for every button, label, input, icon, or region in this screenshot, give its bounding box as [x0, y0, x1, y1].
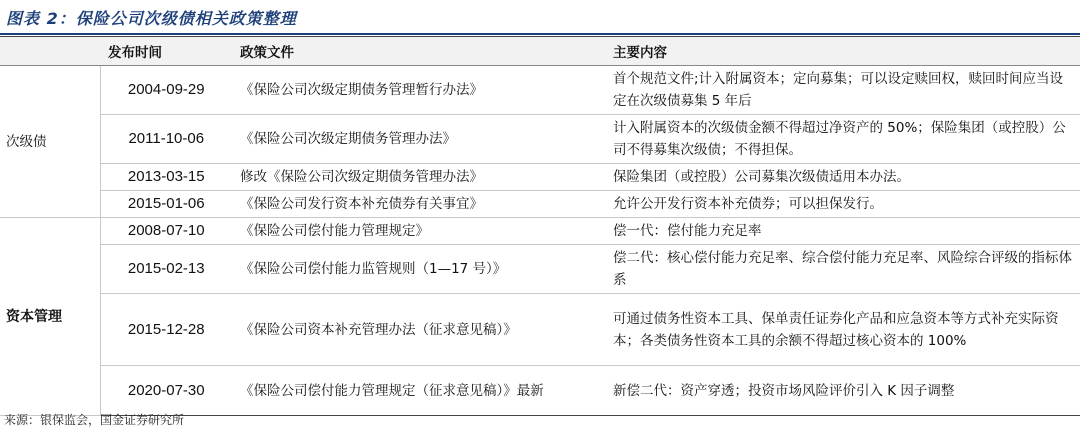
row-doc: 《保险公司次级定期债务管理暂行办法》 — [232, 66, 605, 115]
row-content: 偿二代：核心偿付能力充足率、综合偿付能力充足率、风险综合评级的指标体系 — [605, 245, 1080, 294]
row-doc: 《保险公司偿付能力管理规定》 — [232, 218, 605, 245]
table-row — [0, 191, 1080, 218]
table-row — [0, 245, 1080, 294]
table-header-row — [0, 37, 1080, 66]
group-label-subordinated-debt: 次级债 — [0, 66, 100, 218]
table-row — [0, 294, 1080, 366]
header-group — [0, 37, 100, 66]
table-row — [0, 366, 1080, 416]
row-content: 保险集团（或控股）公司募集次级债适用本办法。 — [605, 164, 1080, 191]
row-content: 可通过债务性资本工具、保单责任证券化产品和应急资本等方式补充实际资本；各类债务性资本工具的余额不得超过核心资本的 100% — [605, 294, 1080, 366]
row-date: 2008-07-10 — [100, 218, 232, 245]
row-date: 2020-07-30 — [100, 366, 232, 416]
row-doc: 《保险公司次级定期债务管理办法》 — [232, 115, 605, 164]
row-date: 2015-01-06 — [100, 191, 232, 218]
table-row — [0, 66, 1080, 115]
row-content: 计入附属资本的次级债金额不得超过净资产的 50%；保险集团（或控股）公司不得募集次级债；不得担保。 — [605, 115, 1080, 164]
source-note: 来源：银保监会，国金证券研究所 — [4, 413, 185, 427]
title-rule — [0, 33, 1080, 35]
table-row — [0, 218, 1080, 245]
row-content: 偿一代：偿付能力充足率 — [605, 218, 1080, 245]
row-doc: 修改《保险公司次级定期债务管理办法》 — [232, 164, 605, 191]
header-doc: 政策文件 — [232, 37, 605, 66]
figure-title: 图表 2：保险公司次级债相关政策整理 — [6, 9, 297, 28]
row-date: 2015-12-28 — [100, 294, 232, 366]
group-label-capital-management: 资本管理 — [0, 218, 100, 416]
table-row — [0, 164, 1080, 191]
row-date: 2015-02-13 — [100, 245, 232, 294]
row-date: 2013-03-15 — [100, 164, 232, 191]
row-doc: 《保险公司发行资本补充债券有关事宜》 — [232, 191, 605, 218]
row-doc: 《保险公司偿付能力监管规则（1—17 号）》 — [232, 245, 605, 294]
row-doc: 《保险公司资本补充管理办法（征求意见稿）》 — [232, 294, 605, 366]
row-content: 新偿二代：资产穿透；投资市场风险评价引入 K 因子调整 — [605, 366, 1080, 416]
row-date: 2004-09-29 — [100, 66, 232, 115]
header-date: 发布时间 — [100, 37, 232, 66]
policy-table — [0, 36, 1080, 416]
header-content: 主要内容 — [605, 37, 1080, 66]
table-row — [0, 115, 1080, 164]
row-date: 2011-10-06 — [100, 115, 232, 164]
row-content: 首个规范文件;计入附属资本；定向募集；可以设定赎回权，赎回时间应当设定在次级债募集 5 年后 — [605, 66, 1080, 115]
row-content: 允许公开发行资本补充债券；可以担保发行。 — [605, 191, 1080, 218]
row-doc: 《保险公司偿付能力管理规定（征求意见稿）》最新 — [232, 366, 605, 416]
